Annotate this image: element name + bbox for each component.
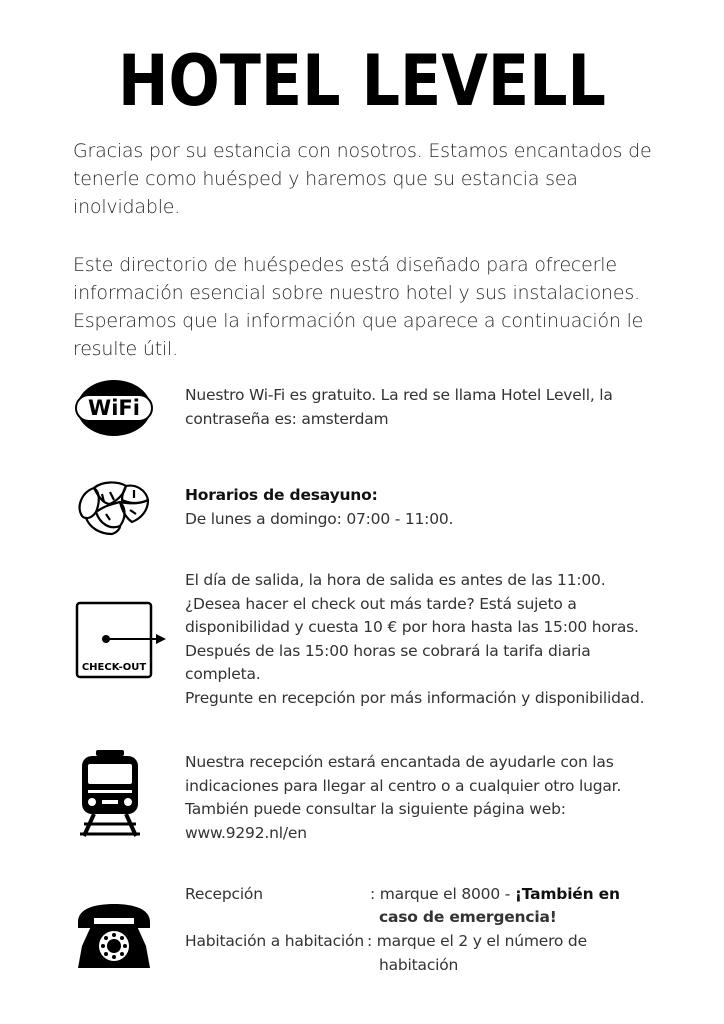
train-icon xyxy=(78,748,142,838)
breakfast-title: Horarios de desayuno: xyxy=(185,486,378,504)
wifi-text xyxy=(185,384,655,431)
transport-line: indicaciones para llegar al centro o a cualquier otro lugar. xyxy=(185,776,622,795)
checkout-line: disponibilidad y cuesta 10 € por hora hasta las 15:00 horas. xyxy=(185,618,639,636)
room-value-2: habitación xyxy=(379,956,459,974)
intro-paragraph-2 xyxy=(73,251,673,363)
room-label: Habitación a habitación xyxy=(185,932,364,950)
transport-text xyxy=(185,751,655,845)
croissant-icon xyxy=(74,478,152,538)
checkout-text xyxy=(185,569,655,710)
checkout-line: Después de las 15:00 horas se cobrará la tarifa diaria xyxy=(185,641,591,660)
checkout-line: El día de salida, la hora de salida es antes de las 11:00. xyxy=(185,571,606,589)
checkout-line: ¿Desea hacer el check out más tarde? Está sujeto a xyxy=(185,594,577,613)
wifi-icon xyxy=(74,378,154,438)
wifi-icon-label: WiFi xyxy=(88,396,140,420)
wifi-line: contraseña es: amsterdam xyxy=(185,409,389,428)
intro-line: Esperamos que la información que aparece a continuación le xyxy=(73,310,644,332)
intro-line: inolvidable. xyxy=(73,196,181,218)
intro-line: tenerle como huésped y haremos que su estancia sea xyxy=(73,168,578,190)
wifi-line: Nuestro Wi-Fi es gratuito. La red se llama Hotel Levell, la xyxy=(185,386,613,404)
breakfast-hours: De lunes a domingo: 07:00 - 11:00. xyxy=(185,509,454,528)
breakfast-text xyxy=(185,484,655,531)
transport-line: También puede consultar la siguiente página web: xyxy=(185,800,566,818)
intro-line: información esencial sobre nuestro hotel y sus instalaciones. xyxy=(73,282,640,304)
checkout-line: Pregunte en recepción por más información y disponibilidad. xyxy=(185,688,645,707)
reception-label: Recepción xyxy=(185,885,263,903)
intro-line: Gracias por su estancia con nosotros. Estamos encantados de xyxy=(73,140,652,162)
intro-line: Este directorio de huéspedes está diseñado para ofrecerle xyxy=(73,254,617,276)
room-value-1: : marque el 2 y el número de xyxy=(367,932,587,950)
logo-text: HOTEL LEVELL xyxy=(118,40,606,122)
intro-line: resulte útil. xyxy=(73,338,178,360)
reception-emergency-1: ¡También en xyxy=(514,885,620,903)
reception-dial: : marque el 8000 - xyxy=(370,885,515,903)
transport-line: www.9292.nl/en xyxy=(185,823,307,842)
telephone-icon xyxy=(74,902,154,970)
transport-line: Nuestra recepción estará encantada de ayudarle con las xyxy=(185,753,614,771)
reception-value xyxy=(370,883,620,907)
reception-emergency-2: caso de emergencia! xyxy=(379,908,557,926)
intro-paragraph-1 xyxy=(73,137,673,221)
checkout-line: completa. xyxy=(185,665,261,683)
checkout-icon-label: CHECK-OUT xyxy=(81,662,147,673)
checkout-icon xyxy=(74,600,170,680)
hotel-logo xyxy=(118,40,608,122)
